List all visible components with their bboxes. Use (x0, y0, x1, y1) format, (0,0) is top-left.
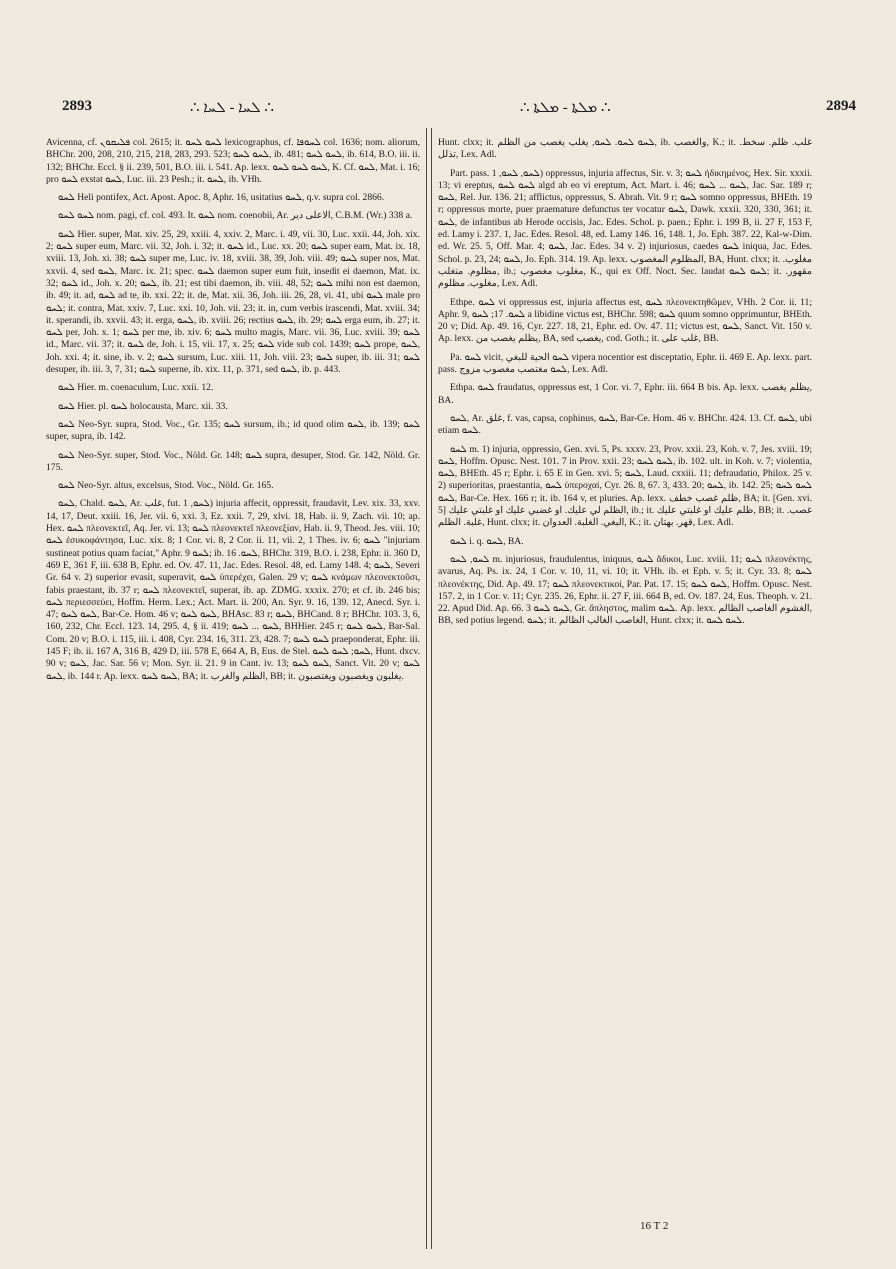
entry: ܠܚܘ, ܠܚܘ m. injuriosus, fraudulentus, iniquus, ܠܚܘ ἄδικοι, Luc. xviii. 11; ܠܚܘ πλεονέκτης, avarus, Aq. Ps. ix. 24, 1 Cor. v. 10, 11, vi. 10; it. VHh. ib. et Eph. v. 5; it. Cyr. 33. 8; ܠܚܘ πλεονέκτης, Did. Ap. 49. 17; ܠܚܘ πλεονεκτικοί, Par. Pat. 17. 15; ܠܚܘ ܠܚܘ, Hoffm. Opusc. Nest. 157. 2, in 1 Cor. v. 11; Cyr. 235. 26, Ephr. ii. 27 F, iii. 664 B, ed. Ov. 187. 24, Eus. Theoph. v. 21. 22. Apud Did. Ap. 66. 3 ܠܚܘ ܠܚܘ, Gr. ἅπληστος, malim ܠܚܘ. Ap. lexx. ﺍﻟﻐﺸﻮﻡ ﺍﻟﻐﺎﺻﺐ ﺍﻟﻈﺎﻟﻢ, BB, sed potius legend. ܠܚܘ; it. ﺍﻟﻐﺎﺻﺐ ﺍﻟﻐﺎﻟﺐ ﺍﻟﻈﺎﻟﻢ, Hunt. clxx; it. ܠܚܘ ܠܚܘ. (438, 553, 813, 627)
entry: Ethpa. ܠܚܘ fraudatus, oppressus est, 1 Cor. vi. 7, Ephr. iii. 664 B bis. Ap. lexx. ﻳﻈﻠﻢ ﻳﻐﺼﺐ, BA. (438, 382, 812, 406)
page-number-right: 2894 (826, 98, 856, 114)
entry: ܠܚܘ Hier. pl. ܠܚܘ holocausta, Marc. xii. 33. (58, 400, 228, 412)
entry: ܠܚܘ Heli pontifex, Act. Apost. Apoc. 8, Aphr. 16, usitatius ܠܚܘ, q.v. supra col. 2866. (58, 192, 385, 204)
entry: ܠܚܘ ܠܚܘ nom. pagi, cf. col. 493. It. ܠܚܘ nom. coenobii, Ar. ﺍﻻﻋﻠﻰ ﺩﻳﺮ, C.B.M. (Wr.) 338 a. (58, 210, 413, 222)
running-head-left: ∴ ܠܚܐ - ܠܚܐ ∴ (190, 100, 274, 116)
entry: ܠܚܘ, Chald. ܠܚܘ, Ar. ﻏﻠﺐ, fut. ܠܚܘ, 1) injuria affecit, oppressit, fraudavit, Lev. xix. 33, xxv. 14, 17, Deut. xxiii. 16, Jer. vii. 6, xxi. 3, Ez. xxii. 7, 29, xlvi. 18, Hab. ii. 9, Zach. vii. 10; ap. Hex. ܠܚܘ πλεονεκτεῖ, Aq. Jer. vi. 13; ܠܚܘ πλεονεκτεῖ πλεονεξίαν, Hab. ii. 9, Theod. Jes. viii. 10; ܠܚܘ ἐσυκοφάντησα, Luc. xix. 8; 1 Cor. vi. 8, 2 Cor. ii. 11, vii. 2, 1 Thes. iv. 6; ܠܚܘ "injuriam sustineat potius quam faciat," Aphr. ܠܚܘ 9; ib. ܠܚܘ. 16, BHChr. 319, B.O. i. 238, Ephr. ii. 360 D, 469 E, 361 F, iii. 638 B, Ephr. ed. Ov. 47. 11, Jac. Edes. Resol. 48, ed. Lamy 148. 4; ܠܚܘ, Severi Gr. 64 v. 2) superior evasit, superavit, ܠܚܘ ὑπερέχει, Galen. 29 v; ܠܚܘ κνάμων πλεονεκτοῦσι, fabis praestant, ib. 37 r; ܠܚܘ πλεονεκτεῖ, superat, ib. ap. ZDMG. xxxix. 270; et cf. ib. 246 bis; ܠܚܘ περιεσσεύει, Hoffm. Herm. Lex.; Act. Mart. ii. 200, An. Syr. 9. 16, 139. 12, Anecd. Syr. i. 47; ܠܚܘ ܠܚܘ, Bar-Ce. Hom. 46 v; ܠܚܘ ܠܚܘ, BHAsc. 83 r; ܠܚܘ, BHCand. 8 r; BHChr. 103. 3, 6, 160, 232, Chr. Eccl. 123. 14, 295. 4, § ii. 419; ܠܚܘ ... ܠܚܘ, BHHier. 245 r; ܠܚܘ ܠܚܘ, Bar-Sal. Com. 20 v; B.O. i. 115, iii. i. 408, Cyr. 234. 16, 311. 23, 428. 7; ܠܚܘ ܠܚܘ praeponderat, Ephr. iii. 145 F; ib. ii. 167 A, 316 B, 429 D, iii. 578 E, 664 A, B, Eus. de Stel. ܠܚܘ; ܠܚܘ ܠܚܘ, Hunt. dxcv. 90 v; ܠܚܘ, Jac. Sar. 56 v; Mon. Syr. ii. 21. 9 in Cant. iv. 13; ܠܚܘ ܠܚܘ, Sanct. Vit. 20 v; ܠܚܘ ܠܚܘ, ib. 144 r. Ap. lexx. ܠܚܘ ܠܚܘ, BA; it. ﺍﻟﻈﻠﻢ ﻭﺍﻟﻐﺮﺏ, BB; it. ﻳﻐﻠﺒﻮﻥ ﻭﻳﻐﺼﺒﻮﻥ ﻭﻳﻐﺘﺼﺒﻮﻥ. (46, 498, 421, 682)
entry: Avicenna, cf. ܦܠܝܩܘܢ col. 2615; it. ܠܚܘ ܠܚܘ lexicographus, cf. ܠܚܘܦܐ col. 1636; nom. aliorum, BHChr. 200, 208, 210, 215, 218, 283, 293. 523; ܠܚܘ ܠܚܘ, ib. 481; ܠܚܘ ܠܚܘ, ib. 614, B.O. iii. ii. 132; BHChr. Eccl. § ii. 239, 501, B.O. iii. i. 541. Ap. lexx. ܠܚܘ ܠܚܘ ܠܚܘ, K. Cf. ܠܚܘ, Mat. i. 16; pro ܠܚܘ exstat ܠܚܘ, Luc. iii. 23 Pesh.; it. ܠܚܘ, ib. VHh. (46, 137, 420, 185)
entry: Ethpe. ܠܚܘ vi oppressus est, injuria affectus est, ܠܚܘ πλεονεκτηθῶμεν, VHh. 2 Cor. ii. 11; Aphr. 9, ܠܚܘ. 17; ܠܚܘ a libidine victus est, BHChr. 598; ܠܚܘ quum somno opprimuntur, BHEth. 20 v; Did. Ap. 49. 16, Cyr. 227. 18, 21, Ephr. ed. Ov. 47. 11; victus est, ܠܚܘ, Sanct. Vit. 150 v. Ap. lexx. ﻳﻈﻠﻢ ﻳﻐﺼﺐ ﻣﻦ, BA, sed ﻳﻐﺼﺐ, cod. Goth.; it. ﻏﻠﺐ ﻋﻠﻰ, BB. (438, 296, 813, 345)
entry: ܠܚܘ, Ar. ﻏﻠﻖ, f. vas, capsa, cophinus, ܠܚܘ, Bar-Ce. Hom. 46 v. BHChr. 424. 13. Cf. ܠܚܘ, ubi etiam ܠܚܘ. (438, 412, 813, 437)
entry: ܠܚܘ m. 1) injuria, oppressio, Gen. xvi. 5, Ps. xxxv. 23, Prov. xxii. 23, Koh. v. 7, Jes. xviii. 19; ܠܚܘ, Hoffm. Opusc. Nest. 101. 7 in Prov. xxii. 23; ܠܚܘ ܠܚܘ, ib. 102. ult. in Koh. v. 7; violentia, ܠܚܘ, BHEth. 45 r; Ephr. i. 65 E in Gen. xvi. 5; ܠܚܘ, Laud. cxxiii. 11; defraudatio, Philox. 25 v. 2) superioritas, praestantia, ܠܚܘ ὑπεροχαί, Cyr. 26. 8, 67. 3, 433. 20; ܠܚܘ, ib. 142. 25; ܠܚܘ ܠܚܘ ܠܚܘ, Bar-Ce. Hex. 166 r; it. ib. 164 v, et pluries. Ap. lexx. ﻇﻠﻢ ﻏﺼﺐ ﺧﻄﻒ, BA; it. [Gen. xvi. 5] ﺍﻟﻈﻠﻢ ﻟﻲ ﻋﻠﻴﻚ. ﺍﻭ ﻏﻀﺒﻲ ﻋﻠﻴﻚ ﺍﻭ ﻏﻠﺒﺘﻲ ﻋﻠﻴﻚ, ib.; it. ﻇﻠﻢ ﻋﻠﻴﻚ ﺍﻭ ﻏﻠﺒﺘﻲ ﻋﻠﻴﻚ, BB; it. ﻏﺼﺐ. ﻏﻠﺒﺔ. ﺍﻟﻈﻠﻢ, Hunt. clxx; it. ﺍﻟﺒﻐﻲ. ﺍﻟﻐﻠﺒﺔ. ﺍﻟﻌﺪﻭﺍﻥ, K.; it. ﻗﻬﺮ. ﺑﻬﺘﺎﻥ, Lex. Adl. (438, 443, 813, 529)
signature-mark: 16 T 2 (640, 1220, 669, 1232)
entry: ܠܚܘ i. q. ܠܚܘ, BA. (450, 535, 524, 547)
right-column (438, 137, 812, 634)
entry: Hunt. clxx; it. ܠܚܘ ܠܚܘ. ܠܚܘ, ﻳﻐﻠﺐ ﻳﻐﺼﺐ ﻣﻦ ﺍﻟﻈﻠﻢ, ib. ﻭﺍﻟﻐﺼﺐ, K.; it. ﻏﻠﺐ. ﻇﻠﻢ. ﺳﺨﻂ. ﺗﺬﻟﻞ, Lex. Adl. (438, 137, 812, 161)
left-column (46, 137, 420, 689)
entry: ܠܚܘ Neo-Syr. super, Stod. Voc., Nöld. Gr. 148; ܠܚܘ supra, desuper, Stod. Gr. 142, Nöld. Gr. 175. (46, 449, 421, 473)
entry: ܠܚܘ Hier. m. coenaculum, Luc. xxii. 12. (58, 382, 214, 394)
entry: ܠܚܘ Neo-Syr. supra, Stod. Voc., Gr. 135; ܠܚܘ sursum, ib.; id quod olim ܠܚܘ, ib. 139; ܠܚܘ super, supra, ib. 142. (46, 418, 420, 443)
column-divider (426, 128, 432, 1249)
entry: ܠܚܘ Neo-Syr. altus, excelsus, Stod. Voc., Nöld. Gr. 165. (58, 480, 274, 492)
entry: Part. pass. ܠܚܘ, ܠܚܘ, 1) oppressus, injuria affectus, Sir. v. 3; ܠܚܘ ἠδικημένος, Hex. Sir. xxxii. 13; vi ereptus, ܠܚܘ ܠܚܘ algd ab eo vi ereptum, Act. Mart. i. 46; ܠܚܘ ... ܠܚܘ, Jac. Sar. 189 r; ܠܚܘ, Rel. Jur. 136. 21; afflictus, oppressus, S. Abrah. Vit. 9 r; ܠܚܘ somno oppressus, BHEth. 19 r; oppressus morte, puer praemature defunctus ter vocatur ܠܚܘ, Dawk. xxxii. 320, 330, 361; it. ܠܚܘ, de infantibus ab Herode occisis, Jac. Edes. Schol. p. paen.; Ephr. i. 199 B, ii. 27 F, 153 F, ed. Lamy i. 237. 1, Jac. Edes. Resol. 48, ed. Lamy 146. 16, 148. 1, Jo. Eph. 387. 22, Kal-w-Dim. ed. Wr. 25. 5, Off. Mar. 4; ܠܚܘ, Jac. Edes. 34 v. 2) injuriosus, caedes ܠܚܘ iniqua, Jac. Edes. Schol. p. 23, 24; ܠܚܘ, Jo. Eph. 314. 19. Ap. lexx. ﺍﻟﻤﻈﻠﻮﻡ ﺍﻟﻤﻐﺼﻮﺏ, BA, Hunt. clxx; it. ﻣﻐﻠﻮﺏ. ﻣﻈﻠﻮﻡ. ﻣﺘﻐﻠﺐ, ib.; ﻣﻐﻠﻮﺏ ﻣﻐﺼﻮﺏ, K., qui ex Off. Noct. Sec. laudat ܠܚܘ ܠܚܘ; it. ﻣﻘﻬﻮﺭ. ﻣﻐﻠﻮﺏ. ﻣﻈﻠﻮﻡ, Lex. Adl. (438, 167, 813, 290)
entry: ܠܚܘ Hier. super, Mat. xiv. 25, 29, xxiii. 4, xxiv. 2, Marc. i. 49, vii. 30, Luc. xxii. 44, Joh. xix. 2; ܠܚܘ super eum, Marc. vii. 32, Joh. i. 32; it. ܠܚܘ id., Luc. xx. 20; ܠܚܘ super eam, Mat. ix. 18, xviii. 13, Joh. xi. 38; ܠܚܘ super me, Luc. iv. 18, xviii. 38, 39, Joh. viii. 49; ܠܚܘ super nos, Mat. xxvii. 4, sed ܠܚܘ, Marc. ix. 21; spec. ܠܚܘ daemon super eum fuit, insedit ei daemon, Mat. ix. 32; ܠܚܘ id., Joh. x. 20; ܠܚܘ, ib. 21; est tibi daemon, ib. viii. 48, 52; ܠܚܘ mihi non est daemon, ib. 49; it. ad, ܠܚܘ ad te, ib. xxi. 22; it. de, Mat. xii. 36, Joh. iii. 26, 28, vi. 41, ubi ܠܚܘ male pro ܠܚܘ; it. contra, Mat. xxiv. 7, Luc. xxi. 10, Joh. vii. 23; it. in, cum verbis irascendi, Mat. xviii. 34; it. sperandi, ib. xxvii. 43; it. erga, ܠܚܘ, ib. xviii. 26; rectius ܠܚܘ, ib. 29; ܠܚܘ erga eum, ib. 27; it. ܠܚܘ per, Joh. x. 1; ܠܚܘ per me, ib. xiv. 6; ܠܚܘ multo magis, Marc. vii. 36, Luc. xviii. 39; ܠܚܘ id., Marc. vii. 37; it. ܠܚܘ de, Joh. i. 15, vii. 17, x. 25; ܠܚܘ vide sub col. 1439; ܠܚܘ prope, ܠܚܘ, Joh. xxi. 4; it. sine, ib. v. 2; ܠܚܘ sursum, Luc. xiii. 11, Joh. viii. 23; ܠܚܘ super, ib. iii. 31; ܠܚܘ desuper, ib. iii. 3, 7, 31; ܠܚܘ superne, ib. xix. 11, p. 371, sed ܠܚܘ, ib. p. 443. (46, 228, 421, 376)
entry: Pa. ܠܚܘ vicit, ܠܚܘ ﺍﻟﺤﻴﺔ ﻟﻠﺒﻐﻲ vipera nocentior est disceptatio, Ephr. ii. 469 E. Ap. lexx. part. pass. ܠܚܘ ﻣﻐﺘﺼﺐ ﻣﻐﺼﻮﺏ ﻣﺰﻭﺝ, Lex. Adl. (438, 351, 813, 376)
page-number-left: 2893 (62, 98, 92, 114)
running-head-right: ∴ ܡܠܬܐ - ܡܠܬܐ ∴ (520, 100, 611, 116)
